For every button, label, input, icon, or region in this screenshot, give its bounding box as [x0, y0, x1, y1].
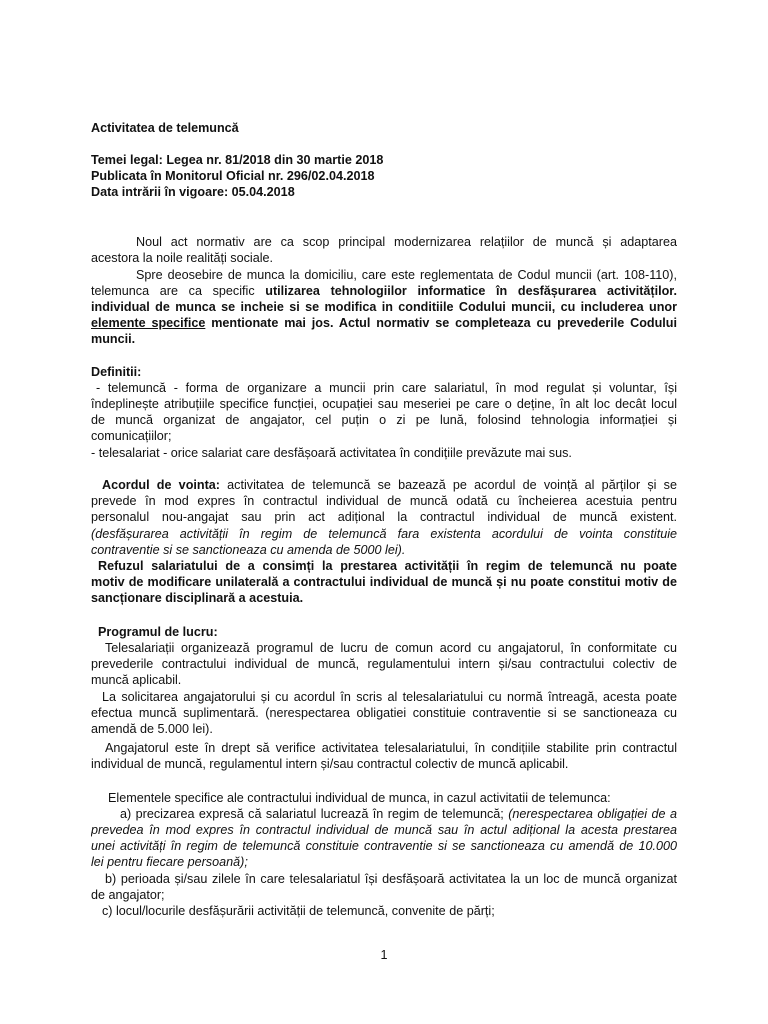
document-title: Activitatea de telemuncă: [91, 121, 239, 135]
intro-line: Spre deosebire de munca la domiciliu, care este reglementata de Codul muncii (art. 108-110),: [136, 268, 677, 282]
agreement-line: (desfășurarea activității în regim de telemuncă fara existenta acordului de vointa constituie: [91, 527, 677, 541]
publication-info: Publicata în Monitorul Oficial nr. 296/02.04.2018: [91, 169, 375, 183]
program-line: muncă aplicabil.: [91, 673, 182, 687]
agreement-line: [102, 478, 677, 494]
element-a-text: a) precizarea expresă că salariatul lucrează în regim de telemuncă;: [120, 807, 504, 821]
program-line: Angajatorul este în drept să verifice activitatea telesalariatului, în condițiile stabilite prin contractul: [105, 741, 677, 755]
agreement-line: personalul nou-angajat sau prin act adițional la contractul individual de muncă existent.: [91, 510, 677, 524]
element-b-line: b) perioada și/sau zilele în care telesalariatul își desfășoară activitatea la un loc de muncă organizat: [105, 872, 677, 886]
agreement-line: Refuzul salariatului de a consimți la prestarea activității în regim de telemuncă nu poate: [98, 559, 677, 573]
intro-line: [91, 284, 677, 300]
intro-line: [91, 316, 677, 332]
intro-bold-text: mentionate mai jos. Actul normativ se completeaza cu prevederile Codului: [205, 316, 677, 330]
intro-line: Noul act normativ are ca scop principal modernizarea relațiilor de muncă și adaptarea: [136, 235, 677, 249]
agreement-line: prevede în mod expres în contractul individual de muncă odată cu încheierea acestuia pentru: [91, 494, 677, 508]
agreement-line: motiv de modificare unilaterală a contractului individual de muncă și nu poate constitui motiv de: [91, 575, 677, 589]
element-b-line: de angajator;: [91, 888, 165, 902]
element-a-line: lei pentru fiecare persoană);: [91, 855, 248, 869]
program-line: efectua muncă suplimentară. (nerespectarea obligatiei constituie contraventie si se sanctioneaza cu: [91, 706, 677, 720]
underlined-term: elemente specifice: [91, 316, 206, 330]
intro-line: muncii.: [91, 332, 136, 346]
intro-line: individual de munca se incheie si se modifica in conditiile Codului muncii, cu includerea unor: [91, 300, 677, 314]
agreement-label: Acordul de vointa:: [102, 478, 220, 492]
element-a-note: (nerespectarea obligației de a: [503, 807, 677, 821]
agreement-line: sancționare disciplinară a acestuia.: [91, 591, 304, 605]
program-heading: Programul de lucru:: [98, 625, 218, 639]
definition-line: - telemuncă - forma de organizare a muncii prin care salariatul, în mod regulat și voluntar, își: [96, 381, 677, 395]
agreement-line: contraventie si se sanctioneaza cu amenda de 5000 lei).: [91, 543, 406, 557]
definition-line: comunicațiilor;: [91, 429, 172, 443]
intro-text: telemunca are ca specific: [91, 284, 266, 298]
program-line: Telesalariații organizează programul de lucru de comun acord cu angajatorul, în conformitate cu: [105, 641, 677, 655]
agreement-text: activitatea de telemuncă se bazează pe acordul de voință al părților și se: [219, 478, 677, 492]
intro-bold-text: utilizarea tehnologiilor informatice în desfășurarea activităților.: [265, 284, 677, 298]
element-c-line: c) locul/locurile desfășurării activității de telemuncă, convenite de părți;: [102, 904, 495, 918]
element-a-line: [120, 807, 677, 823]
intro-line: acestora la noile realități sociale.: [91, 251, 274, 265]
legal-basis: Temei legal: Legea nr. 81/2018 din 30 martie 2018: [91, 153, 384, 167]
definition-line: - telesalariat - orice salariat care desfășoară activitatea în condițiile prevăzute mai sus.: [91, 446, 572, 460]
element-a-line: prevedea în mod expres în contractul individual de muncă sau în actul adițional la acesta prestarea: [91, 823, 677, 837]
program-line: prevederile contractului individual de muncă, regulamentului intern și/sau contractului colectiv de: [91, 657, 677, 671]
program-line: individual de muncă, regulamentul intern și/sau contractul colectiv de muncă aplicabil.: [91, 757, 569, 771]
element-a-line: unei activități în regim de telemuncă constituie contraventie si se sanctioneaza cu amendă de 10.000: [91, 839, 677, 853]
definition-line: îndeplinește atribuțiile specifice funcției, ocupației sau meseriei pe care o deține, în alt loc decât locul: [91, 397, 677, 411]
definition-line: de muncă organizat de angajator, cel puțin o zi pe lună, folosind tehnologia informației și: [91, 413, 677, 427]
definitions-heading: Definitii:: [91, 365, 142, 379]
program-line: La solicitarea angajatorului și cu acordul în scris al telesalariatului cu normă întreagă, acesta poate: [102, 690, 677, 704]
program-line: amendă de 5.000 lei).: [91, 722, 213, 736]
page-number: 1: [380, 948, 388, 962]
effective-date: Data intrării în vigoare: 05.04.2018: [91, 185, 295, 199]
elements-heading: Elementele specifice ale contractului individual de munca, in cazul activitatii de telemunca:: [108, 791, 611, 805]
